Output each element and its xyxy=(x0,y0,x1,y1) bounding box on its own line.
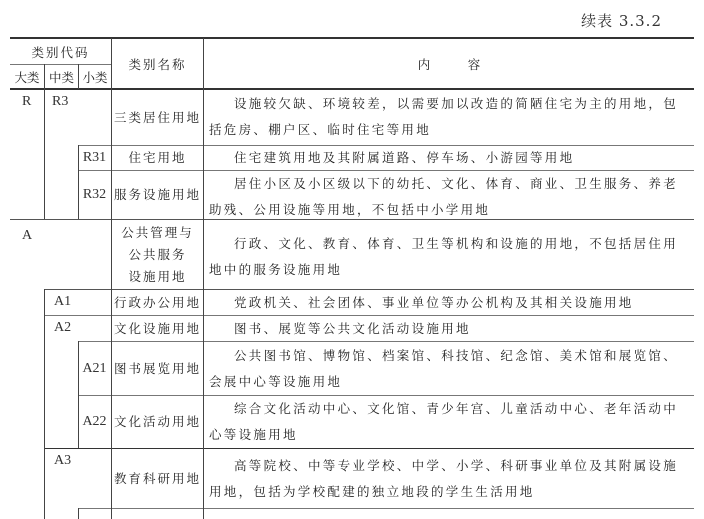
category-content: 高等院校、中等专业学校、中学、小学、科研事业单位及其附属设施用地，包括为学校配建的独立地段的学生生活用地 xyxy=(209,458,679,499)
col-rule xyxy=(44,89,45,219)
category-content: 行政、文化、教育、体育、卫生等机构和设施的用地，不包括居住用地中的服务设施用地 xyxy=(209,236,679,277)
code-medium: A1 xyxy=(54,294,72,309)
header-name: 类别名称 xyxy=(128,56,187,72)
code-minor: R32 xyxy=(82,187,107,202)
header-code-group: 类别代码 xyxy=(31,44,90,60)
header-medium: 中类 xyxy=(48,69,74,85)
header-minor: 小类 xyxy=(82,69,108,85)
category-name: 行政办公用地 xyxy=(113,294,201,310)
code-major: R xyxy=(22,94,32,109)
code-minor: R31 xyxy=(82,150,107,165)
category-name: 三类居住用地 xyxy=(113,109,201,125)
category-content: 党政机关、社会团体、事业单位等办公机构及其相关设施用地 xyxy=(234,295,634,310)
category-content: 公共图书馆、博物馆、档案馆、科技馆、纪念馆、美术馆和展览馆、会展中心等设施用地 xyxy=(209,348,679,389)
table-caption: 续表 3.3.2 xyxy=(581,12,662,30)
row-rule xyxy=(78,508,694,509)
category-name: 文化设施用地 xyxy=(113,320,201,336)
code-medium: R3 xyxy=(52,94,69,109)
category-content: 居住小区及小区级以下的幼托、文化、体育、商业、卫生服务、养老助残、公用设施等用地，不包括中小学用地 xyxy=(209,176,679,217)
category-name: 图书展览用地 xyxy=(113,360,201,376)
col-rule xyxy=(78,508,79,519)
category-name: 服务设施用地 xyxy=(113,187,201,202)
code-major: A xyxy=(22,228,33,243)
category-name-line: 设施用地 xyxy=(128,269,187,284)
code-minor: A21 xyxy=(82,360,107,376)
category-name: 住宅用地 xyxy=(128,150,187,165)
category-name xyxy=(112,222,203,288)
category-name: 教育科研用地 xyxy=(113,470,201,486)
category-content: 住宅建筑用地及其附属道路、停车场、小游园等用地 xyxy=(234,150,575,165)
category-content: 图书、展览等公共文化活动设施用地 xyxy=(234,321,471,336)
category-name-line: 公共管理与 xyxy=(121,225,194,240)
category-name: 文化活动用地 xyxy=(113,414,201,429)
col-rule xyxy=(203,38,204,519)
category-content: 设施较欠缺、环境较差，以需要加以改造的简陋住宅为主的用地，包括危房、棚户区、临时住宅等用地 xyxy=(209,96,679,137)
category-name-line: 公共服务 xyxy=(128,247,187,262)
code-medium: A3 xyxy=(54,453,72,468)
col-rule xyxy=(44,289,45,519)
code-minor: A22 xyxy=(82,414,107,429)
header-major: 大类 xyxy=(14,69,40,85)
code-medium: A2 xyxy=(54,320,72,335)
header-content: 内 容 xyxy=(417,56,481,72)
category-content: 综合文化活动中心、文化馆、青少年宫、儿童活动中心、老年活动中心等设施用地 xyxy=(209,401,679,442)
